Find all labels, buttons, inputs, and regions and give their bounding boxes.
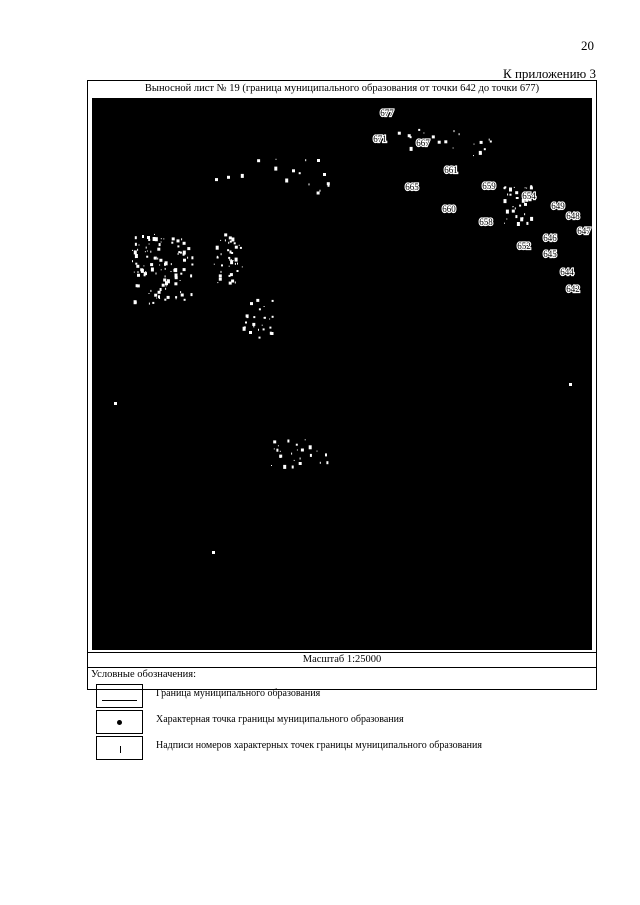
scale-label: Масштаб 1:25000 [88,652,596,665]
legend-item-boundary [96,684,576,708]
appendix-label: К приложению 3 [503,66,596,81]
legend-label-point: Характерная точка границы муниципального образования [156,714,404,725]
map-canvas [92,98,592,650]
point-label-661: 661 [444,165,458,175]
point-label-667: 667 [416,138,430,148]
point-label-652: 652 [517,241,531,251]
page-number: 20 [581,38,594,53]
legend [88,667,596,788]
point-label-642: 642 [566,284,580,294]
legend-title: Условные обозначения: [91,669,197,680]
legend-item-point [96,710,576,734]
map-area [92,98,592,650]
point-label-677: 677 [380,108,394,118]
point-label-671: 671 [373,134,387,144]
point-label-649: 649 [551,201,565,211]
sheet-title: Выносной лист № 19 (граница муниципального образования от точки 642 до точки 677) [144,83,540,94]
point-label-647: 647 [577,226,591,236]
point-label-644: 644 [560,267,574,277]
point-label-660: 660 [442,204,456,214]
point-label-659: 659 [482,181,496,191]
map-sheet [87,80,597,751]
point-label-646: 646 [543,233,557,243]
legend-label-number: Надписи номеров характерных точек границы муниципального образования [156,740,482,751]
point-label-645: 645 [543,249,557,259]
legend-item-label [96,736,576,760]
point-label-648: 648 [566,211,580,221]
boundary-line-icon [96,684,143,708]
point-label-665: 665 [405,182,419,192]
point-dot-icon [96,710,143,734]
point-label-654: 654 [522,191,536,201]
label-tick-icon [96,736,143,760]
legend-label-boundary: Граница муниципального образования [156,688,321,699]
point-label-658: 658 [479,217,493,227]
